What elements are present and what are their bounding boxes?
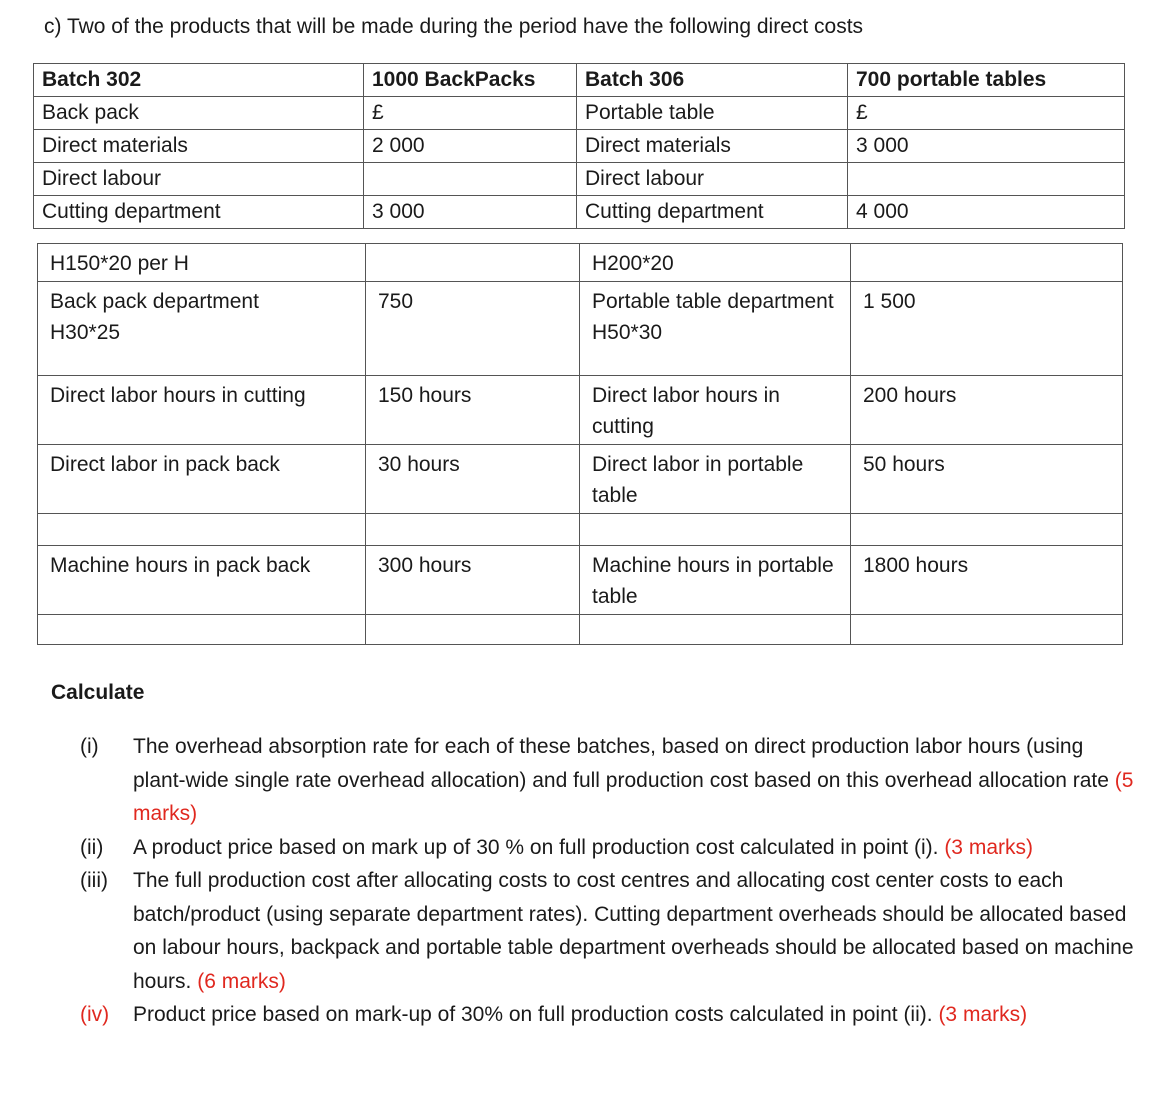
table-cell: [851, 615, 1123, 645]
table-cell: 3 000: [848, 130, 1125, 163]
table1-header-cell: Batch 302: [34, 64, 364, 97]
table-cell: 3 000: [364, 196, 577, 229]
table-cell: 4 000: [848, 196, 1125, 229]
question-text: A product price based on mark up of 30 % on full production cost calculated in point (i).: [133, 835, 939, 859]
table-cell: [580, 514, 851, 546]
table-row: [34, 163, 1125, 196]
table-cell: 2 000: [364, 130, 577, 163]
question-marks: (5 marks): [133, 768, 1134, 825]
calculate-heading: Calculate: [51, 681, 145, 704]
question-number: (iii): [80, 869, 108, 892]
table-cell: Machine hours in pack back: [38, 546, 366, 615]
overhead-hours-table: [37, 243, 1123, 645]
question-text: The full production cost after allocating costs to cost centres and allocating cost center costs to each batch/product (using separate department rates). Cutting department overheads should be allocated based on labour hours, backpack and portable table department overheads should be allocated based on machine hours.: [133, 869, 1134, 993]
table-cell: Direct labor hours in cutting: [38, 376, 366, 445]
question-item: [80, 831, 1140, 865]
table-cell: [366, 615, 580, 645]
table-cell: [851, 244, 1123, 282]
table-cell: Machine hours in portable table: [580, 546, 851, 615]
table-row: [38, 282, 1123, 376]
table-cell: Direct materials: [34, 130, 364, 163]
question-list: [80, 730, 1140, 1032]
table-cell: 200 hours: [851, 376, 1123, 445]
table-cell: Portable table department H50*30: [580, 282, 851, 376]
table-row: [38, 514, 1123, 546]
question-number: (iv): [80, 1003, 110, 1026]
table-cell: 300 hours: [366, 546, 580, 615]
question-item: [80, 998, 1140, 1032]
question-item: [80, 730, 1140, 831]
table-cell: 750: [366, 282, 580, 376]
table-cell: 30 hours: [366, 445, 580, 514]
question-text: The overhead absorption rate for each of these batches, based on direct production labor hours (using plant-wide single rate overhead allocation) and full production cost based on this overhead allocation rate: [133, 735, 1109, 792]
table1-header-cell: 700 portable tables: [848, 64, 1125, 97]
question-marks: (3 marks): [944, 835, 1033, 859]
table-row: [34, 196, 1125, 229]
question-marks: (6 marks): [197, 969, 286, 993]
table-cell: [366, 244, 580, 282]
table-cell: [851, 514, 1123, 546]
table-row: [38, 445, 1123, 514]
table-cell: 150 hours: [366, 376, 580, 445]
question-text-wrap: [133, 831, 1140, 865]
table-cell: [364, 163, 577, 196]
table-cell: £: [848, 97, 1125, 130]
table-cell: H200*20: [580, 244, 851, 282]
table-cell: Direct materials: [577, 130, 848, 163]
table1-header-row: [34, 64, 1125, 97]
intro-text: c) Two of the products that will be made during the period have the following direct costs: [44, 15, 864, 38]
table-row: [38, 546, 1123, 615]
table-row: [34, 130, 1125, 163]
table-cell: Direct labour: [577, 163, 848, 196]
table1-header-cell: Batch 306: [577, 64, 848, 97]
table-row: [34, 97, 1125, 130]
table-cell: £: [364, 97, 577, 130]
table-cell: Direct labor hours in cutting: [580, 376, 851, 445]
table-cell: H150*20 per H: [38, 244, 366, 282]
question-marks: (3 marks): [938, 1003, 1028, 1026]
question-text: Product price based on mark-up of 30% on full production costs calculated in point (ii).: [133, 1003, 933, 1026]
table-cell: [38, 615, 366, 645]
table-row: [38, 615, 1123, 645]
table-cell: Cutting department: [34, 196, 364, 229]
table-cell: [580, 615, 851, 645]
direct-costs-table: [33, 63, 1125, 229]
table-cell: Direct labor in portable table: [580, 445, 851, 514]
table-cell: Cutting department: [577, 196, 848, 229]
table-row: [38, 244, 1123, 282]
table-cell: [38, 514, 366, 546]
table-cell: [366, 514, 580, 546]
table1-header-cell: 1000 BackPacks: [364, 64, 577, 97]
table-row: [38, 376, 1123, 445]
table-cell: Back pack department H30*25: [38, 282, 366, 376]
table-cell: Back pack: [34, 97, 364, 130]
table-cell: 1800 hours: [851, 546, 1123, 615]
question-number: (i): [80, 735, 99, 758]
question-text-wrap: [133, 730, 1140, 831]
table-cell: [848, 163, 1125, 196]
question-item: [80, 864, 1140, 998]
table-cell: 1 500: [851, 282, 1123, 376]
table-cell: 50 hours: [851, 445, 1123, 514]
question-number: (ii): [80, 835, 104, 859]
table-cell: Direct labour: [34, 163, 364, 196]
table-cell: Direct labor in pack back: [38, 445, 366, 514]
question-text-wrap: [133, 998, 1140, 1032]
question-text-wrap: [133, 864, 1140, 998]
table-cell: Portable table: [577, 97, 848, 130]
